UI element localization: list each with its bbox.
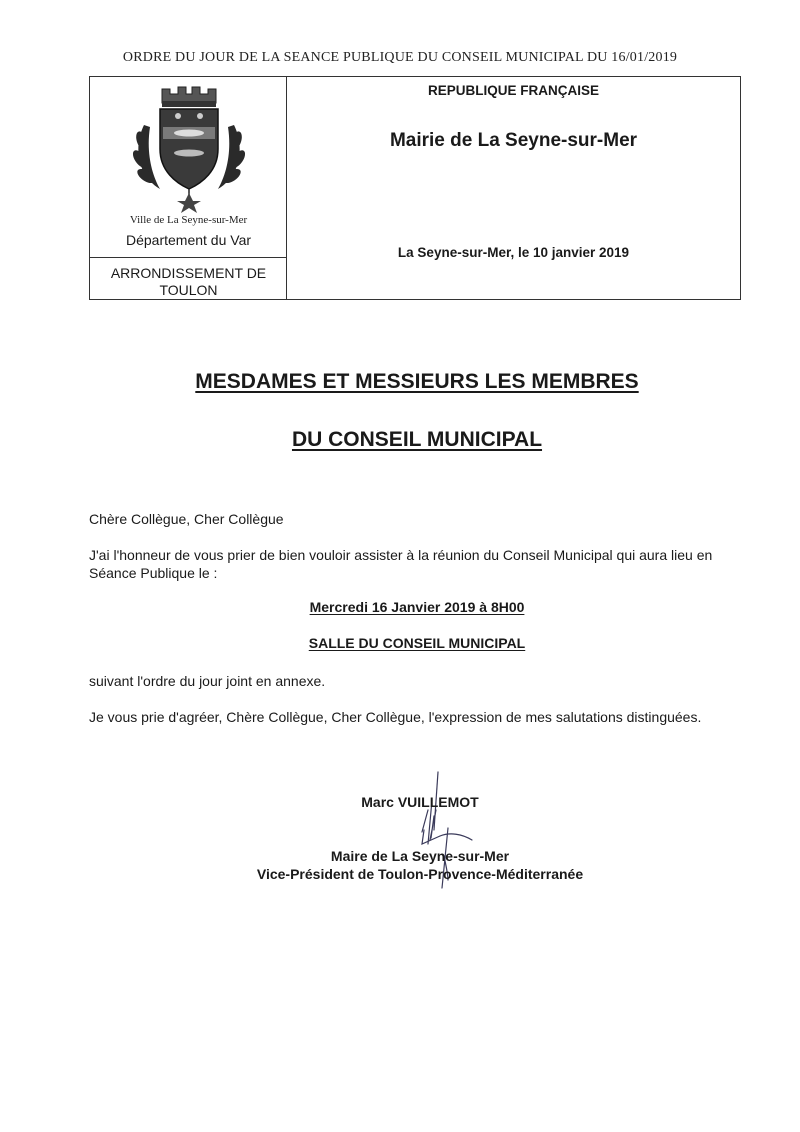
city-name-label: Ville de La Seyne-sur-Mer — [129, 214, 248, 226]
city-crest-logo — [130, 83, 248, 213]
departement-label: Département du Var — [125, 232, 252, 248]
signatory-name: Marc VUILLEMOT — [361, 794, 479, 810]
meeting-place: SALLE DU CONSEIL MUNICIPAL — [308, 635, 526, 651]
letterhead-box — [89, 76, 741, 300]
left-cell-divider — [90, 257, 287, 258]
closing-paragraph: Je vous prie d'agréer, Chère Collègue, Cher Collègue, l'expression de mes salutations distinguées. — [89, 709, 702, 725]
agenda-note: suivant l'ordre du jour joint en annexe. — [89, 673, 326, 689]
meeting-date: Mercredi 16 Janvier 2019 à 8H00 — [309, 599, 525, 615]
letterhead-right-cell — [287, 77, 740, 299]
addressee-heading-line1: MESDAMES ET MESSIEURS LES MEMBRES — [195, 370, 639, 393]
salutation-text: Chère Collègue, Cher Collègue — [89, 511, 284, 527]
letterhead-left-cell — [90, 77, 287, 299]
intro-paragraph: J'ai l'honneur de vous prier de bien vouloir assister à la réunion du Conseil Municipal qui aura lieu en Séance Publique le : — [89, 547, 713, 581]
signatory-title-mayor: Maire de La Seyne-sur-Mer — [330, 848, 510, 864]
arrondissement-label: ARRONDISSEMENT DE TOULON — [110, 265, 267, 298]
mairie-title: Mairie de La Seyne-sur-Mer — [389, 130, 638, 151]
document-top-title: ORDRE DU JOUR DE LA SEANCE PUBLIQUE DU CONSEIL MUNICIPAL DU 16/01/2019 — [122, 50, 678, 65]
letter-date: La Seyne-sur-Mer, le 10 janvier 2019 — [397, 245, 630, 260]
addressee-heading-line2: DU CONSEIL MUNICIPAL — [291, 428, 543, 451]
signatory-title-vice-president: Vice-Président de Toulon-Provence-Méditerranée — [256, 866, 584, 882]
republique-label: REPUBLIQUE FRANÇAISE — [427, 83, 599, 98]
